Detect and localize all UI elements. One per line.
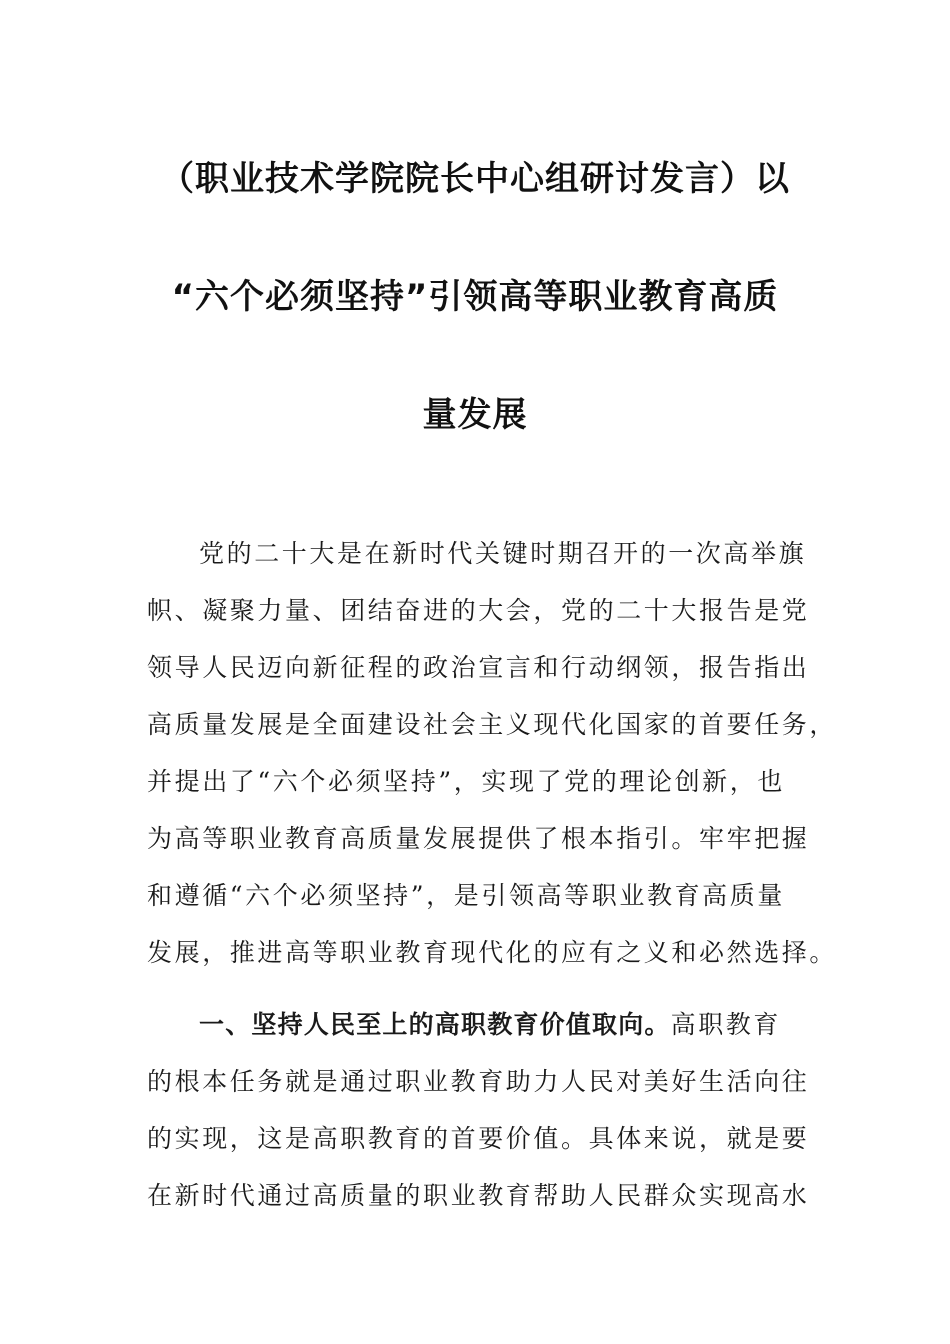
document-title-line-2: “六个必须坚持”引领高等职业教育高质 <box>171 277 779 317</box>
paragraph-line: 发展，推进高等职业教育现代化的应有之义和必然选择。 <box>147 938 838 967</box>
paragraph-line: 领导人民迈向新征程的政治宣言和行动纲领，报告指出 <box>147 653 810 682</box>
paragraph-line: 并提出了“六个必须坚持”，实现了党的理论创新，也 <box>147 767 785 796</box>
paragraph-line: 的实现，这是高职教育的首要价值。具体来说，就是要 <box>147 1124 810 1153</box>
document-title-line-3: 量发展 <box>422 395 528 435</box>
paragraph-line: 帜、凝聚力量、团结奋进的大会，党的二十大报告是党 <box>147 596 810 625</box>
document-title-line-1: （职业技术学院院长中心组研讨发言）以 <box>160 159 790 199</box>
paragraph-line: 的根本任务就是通过职业教育助力人民对美好生活向往 <box>147 1067 810 1096</box>
section-1-first-line <box>199 1009 839 1041</box>
paragraph-line: 为高等职业教育高质量发展提供了根本指引。牢牢把握 <box>147 824 810 853</box>
section-1-first-line-text: 高职教育 <box>670 1010 782 1039</box>
paragraph-line: 高质量发展是全面建设社会主义现代化国家的首要任务， <box>147 710 838 739</box>
paragraph-line: 和遵循“六个必须坚持”，是引领高等职业教育高质量 <box>147 881 785 910</box>
paragraph-line: 在新时代通过高质量的职业教育帮助人民群众实现高水 <box>147 1181 810 1210</box>
section-1-heading: 一、坚持人民至上的高职教育价值取向。 <box>199 1010 671 1039</box>
paragraph-line: 党的二十大是在新时代关键时期召开的一次高举旗 <box>199 539 807 568</box>
